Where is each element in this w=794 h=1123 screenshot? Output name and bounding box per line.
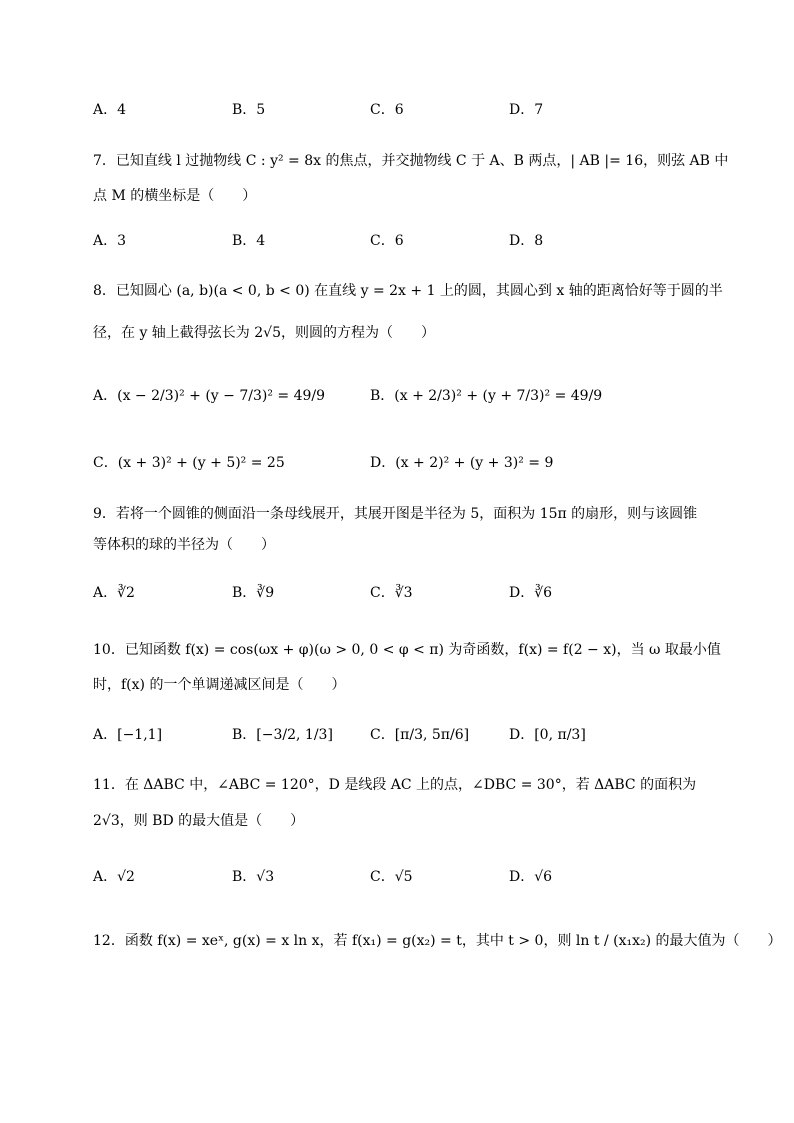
q11-option-b: B．√3 xyxy=(232,869,275,885)
q11-option-c: C．√5 xyxy=(370,869,413,885)
q7-option-c: C．6 xyxy=(370,233,404,249)
q11-stem-line-2: 2√3，则 BD 的最大值是（ ） xyxy=(93,813,305,829)
q10-option-a: A．[−1,1] xyxy=(93,727,163,743)
q9-option-c: C．∛3 xyxy=(370,585,413,601)
q10-option-b: B．[−3/2, 1/3] xyxy=(232,727,333,743)
q6-option-c: C．6 xyxy=(370,102,404,118)
q9-stem-line-1: 9．若将一个圆锥的侧面沿一条母线展开，其展开图是半径为 5，面积为 15π 的扇形，则与该圆锥 xyxy=(93,506,698,522)
q11-option-d: D．√6 xyxy=(509,869,553,885)
q10-stem-line-1: 10．已知函数 f(x) = cos(ωx + φ)(ω > 0, 0 < φ < π) 为奇函数，f(x) = f(2 − x)，当 ω 取最小值 xyxy=(93,642,721,658)
q10-stem-line-2: 时，f(x) 的一个单调递减区间是（ ） xyxy=(93,677,346,693)
q7-option-a: A．3 xyxy=(93,233,127,249)
q8-stem-line-2: 径，在 y 轴上截得弦长为 2√5，则圆的方程为（ ） xyxy=(93,325,435,341)
q8-option-a: A．(x − 2/3)² + (y − 7/3)² = 49/9 xyxy=(93,388,326,404)
q12-stem-line-1: 12．函数 f(x) = xeˣ, g(x) = x ln x，若 f(x₁) = g(x₂) = t，其中 t > 0，则 ln t / (x₁x₂) 的最大值为（ ） xyxy=(93,933,782,949)
q6-option-d: D．7 xyxy=(509,102,544,118)
q8-option-b: B．(x + 2/3)² + (y + 7/3)² = 49/9 xyxy=(370,388,603,404)
q9-stem-line-2: 等体积的球的半径为（ ） xyxy=(93,537,275,553)
q11-option-a: A．√2 xyxy=(93,869,135,885)
q8-option-d: D．(x + 2)² + (y + 3)² = 9 xyxy=(370,455,554,471)
q7-stem-line-1: 7．已知直线 l 过抛物线 C : y² = 8x 的焦点，并交抛物线 C 于 A、B 两点，| AB |= 16，则弦 AB 中 xyxy=(93,153,729,169)
q10-option-c: C．[π/3, 5π/6] xyxy=(370,727,470,743)
q9-option-a: A．∛2 xyxy=(93,585,135,601)
q8-stem-line-1: 8．已知圆心 (a, b)(a < 0, b < 0) 在直线 y = 2x + 1 上的圆，其圆心到 x 轴的距离恰好等于圆的半 xyxy=(93,283,723,299)
q7-stem-line-2: 点 M 的横坐标是（ ） xyxy=(93,188,257,204)
q11-stem-line-1: 11．在 ΔABC 中，∠ABC = 120°，D 是线段 AC 上的点，∠DBC = 30°，若 ΔABC 的面积为 xyxy=(93,777,697,793)
q6-option-a: A．4 xyxy=(93,102,127,118)
q7-option-b: B．4 xyxy=(232,233,266,249)
q10-option-d: D．[0, π/3] xyxy=(509,727,586,743)
q6-option-b: B．5 xyxy=(232,102,266,118)
q8-option-c: C．(x + 3)² + (y + 5)² = 25 xyxy=(93,455,285,471)
q7-option-d: D．8 xyxy=(509,233,544,249)
q9-option-d: D．∛6 xyxy=(509,585,553,601)
q9-option-b: B．∛9 xyxy=(232,585,275,601)
